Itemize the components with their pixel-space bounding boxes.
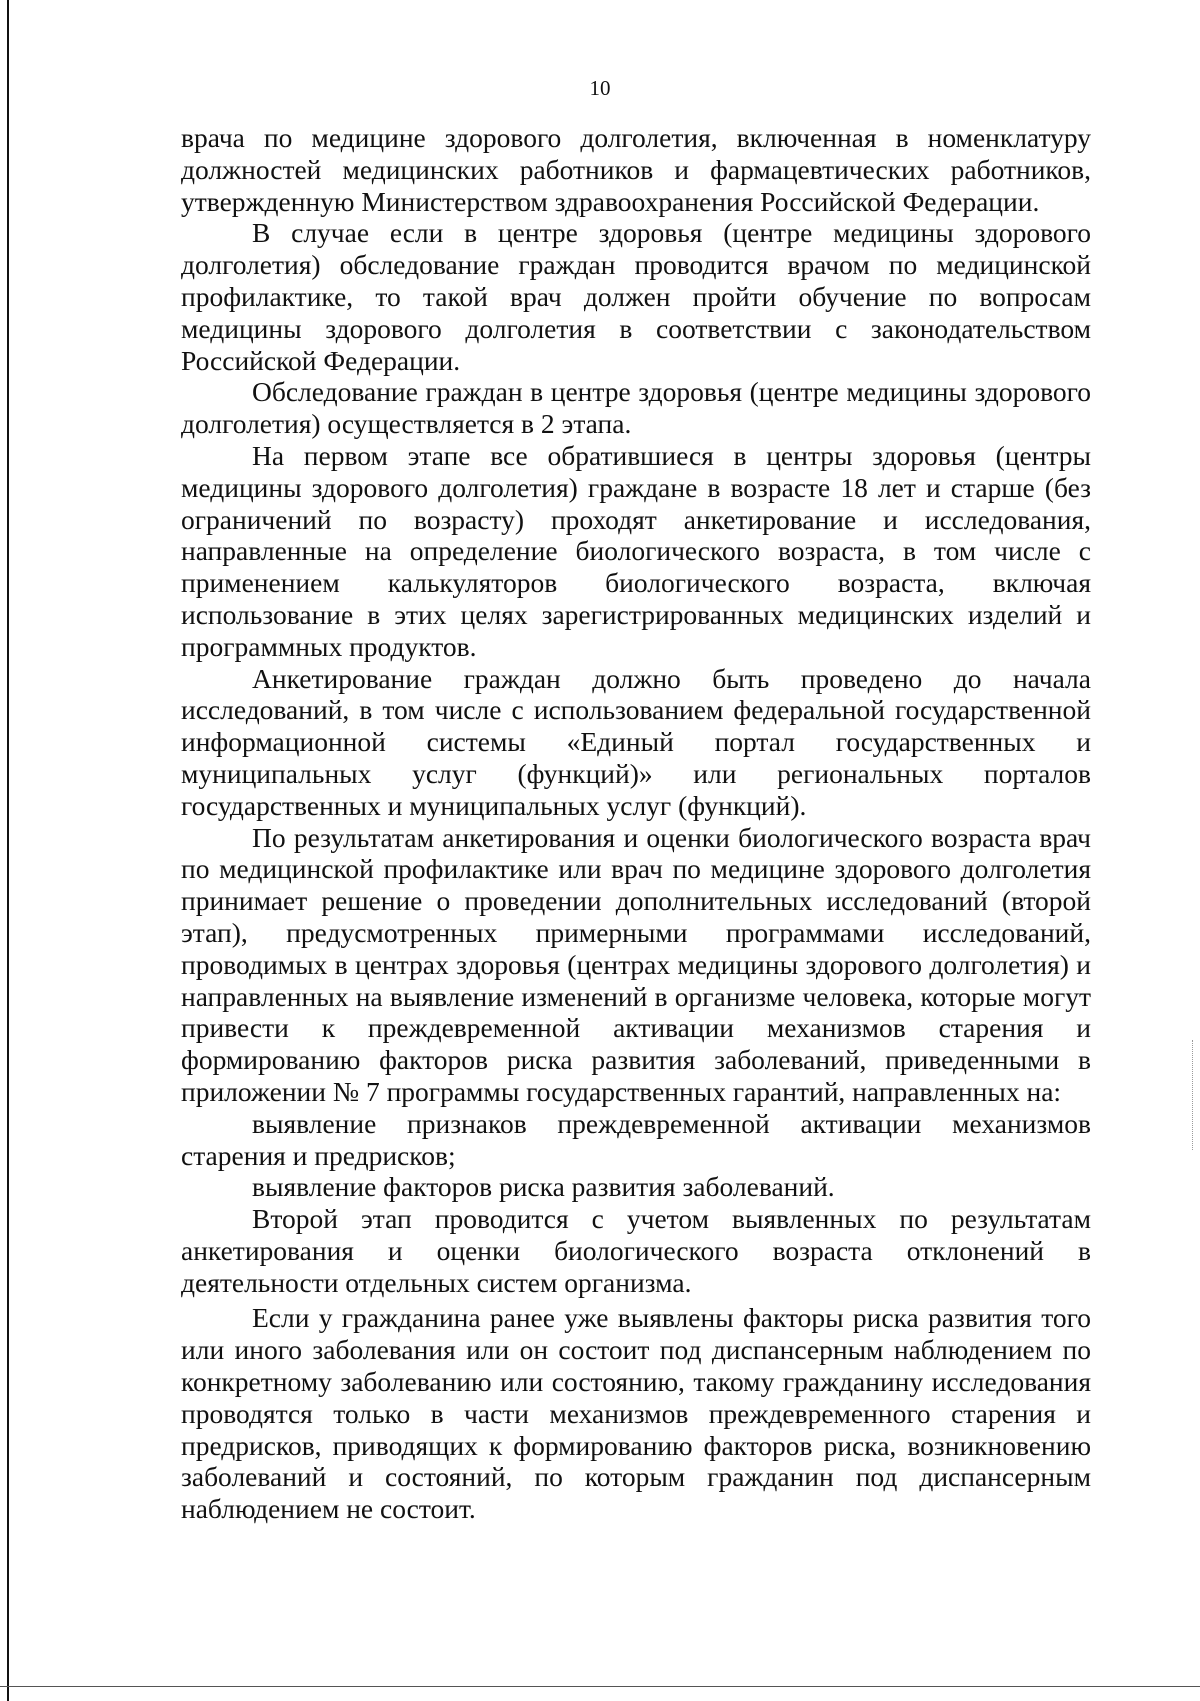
page-number: 10 <box>589 76 611 100</box>
paragraph: Если у гражданина ранее уже выявлены факторы риска развития того или иного заболевания или он состоит под диспансерным наблюдением по конкретному заболеванию или состоянию, такому гражданину исследования проводятся только в части механизмов преждевременного старения и предрисков, приводящих к формированию факторов риска, возникновению заболеваний и состояний, по которым гражданин под диспансерным наблюдением не состоит. <box>181 1302 1091 1525</box>
paragraph: В случае если в центре здоровья (центре медицины здорового долголетия) обследование граждан проводится врачом по медицинской профилактике, то такой врач должен пройти обучение по вопросам медицины здорового долголетия в соответствии с законодательством Российской Федерации. <box>181 217 1091 376</box>
paragraph: По результатам анкетирования и оценки биологического возраста врач по медицинской профилактике или врач по медицине здорового долголетия принимает решение о проведении дополнительных исследований (второй этап), предусмотренных примерными программами исследований, проводимых в центрах здоровья (центрах медицины здорового долголетия) и направленных на выявление изменений в организме человека, которые могут привести к преждевременной активации механизмов старения и формированию факторов риска развития заболеваний, приведенными в приложении № 7 программы государственных гарантий, направленных на: <box>181 821 1091 1107</box>
list-item: выявление признаков преждевременной активации механизмов старения и предрисков; <box>181 1107 1091 1171</box>
paragraph: На первом этапе все обратившиеся в центры здоровья (центры медицины здорового долголетия) граждане в возрасте 18 лет и старше (без ограничений по возрасту) проходят анкетирование и исследования, направленные на определение биологического возраста, в том числе с применением калькуляторов биологического возраста, включая использование в этих целях зарегистрированных медицинских изделий и программных продуктов. <box>181 439 1091 662</box>
scan-artifact <box>1192 1040 1194 1150</box>
paragraph: врача по медицине здорового долголетия, включенная в номенклатуру должностей медицинских работников и фармацевтических работников, утвержденную Министерством здравоохранения Российской Федерации. <box>181 122 1091 217</box>
document-body <box>181 122 1091 1525</box>
paragraph: Обследование граждан в центре здоровья (центре медицины здорового долголетия) осуществляется в 2 этапа. <box>181 376 1091 440</box>
list-item: выявление факторов риска развития заболеваний. <box>252 1171 835 1203</box>
paragraph: Анкетирование граждан должно быть проведено до начала исследований, в том числе с использованием федеральной государственной информационной системы «Единый портал государственных и муниципальных услуг (функций)» или региональных порталов государственных и муниципальных услуг (функций). <box>181 662 1091 821</box>
scan-left-edge <box>7 0 9 1701</box>
paragraph: Второй этап проводится с учетом выявленных по результатам анкетирования и оценки биологического возраста отклонений в деятельности отдельных систем организма. <box>181 1203 1091 1298</box>
scan-bottom-edge <box>0 1686 1200 1687</box>
